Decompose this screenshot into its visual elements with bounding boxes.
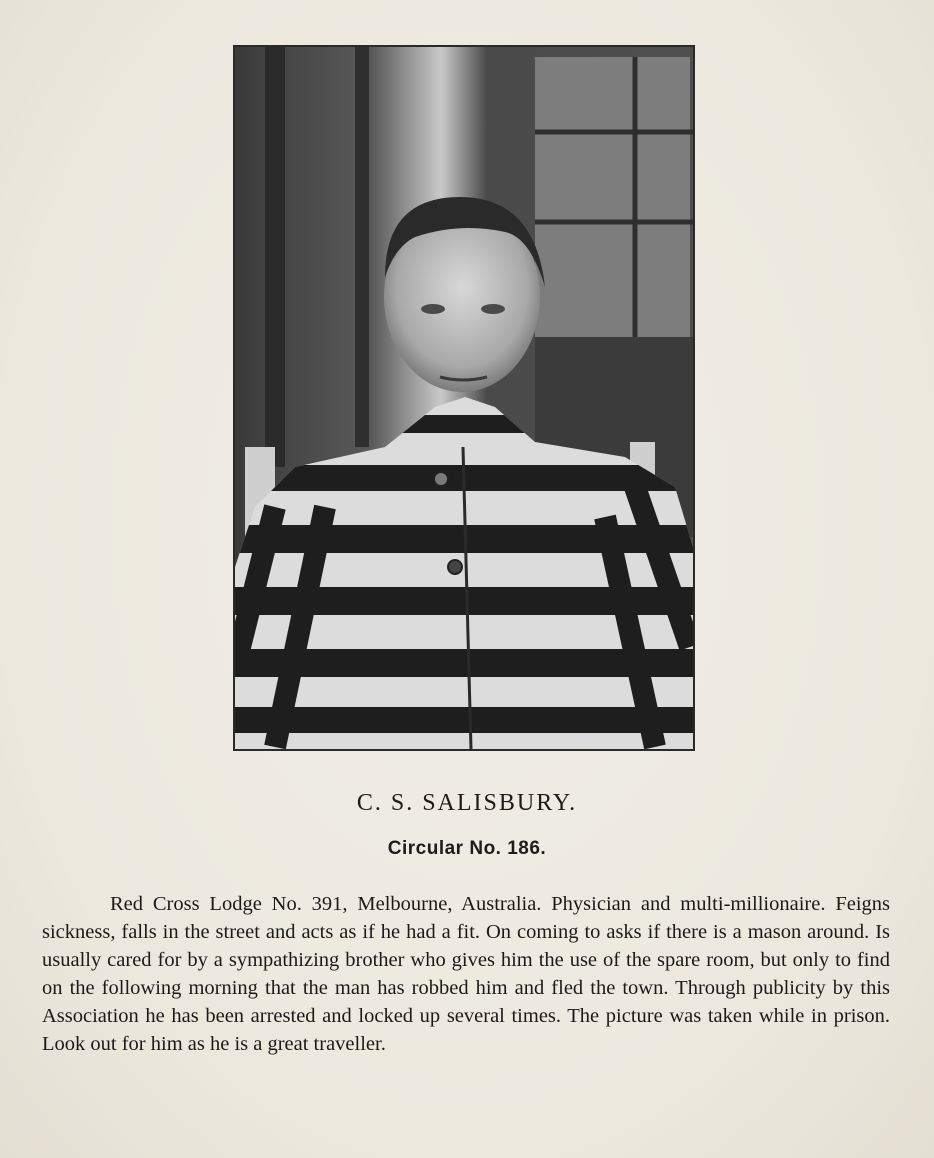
person-name-heading: C. S. SALISBURY.	[356, 790, 578, 816]
portrait-photo	[233, 45, 695, 751]
circular-number: Circular No. 186.	[387, 838, 547, 859]
description-paragraph: Red Cross Lodge No. 391, Melbourne, Australia. Physician and multi-millionaire. Feigns sickness, falls in the street and acts as if he had a fit. On coming to asks if there is a mason around. Is usually cared for by a sympathizing brother who gives him the use of the spare room, but only to find on the following morning that the man has robbed him and fled the town. Through publicity by this Association he has been arrested and locked up several times. The picture was taken while in prison. Look out for him as he is a great traveller.	[42, 893, 890, 1055]
portrait-photo-icon	[235, 47, 693, 749]
